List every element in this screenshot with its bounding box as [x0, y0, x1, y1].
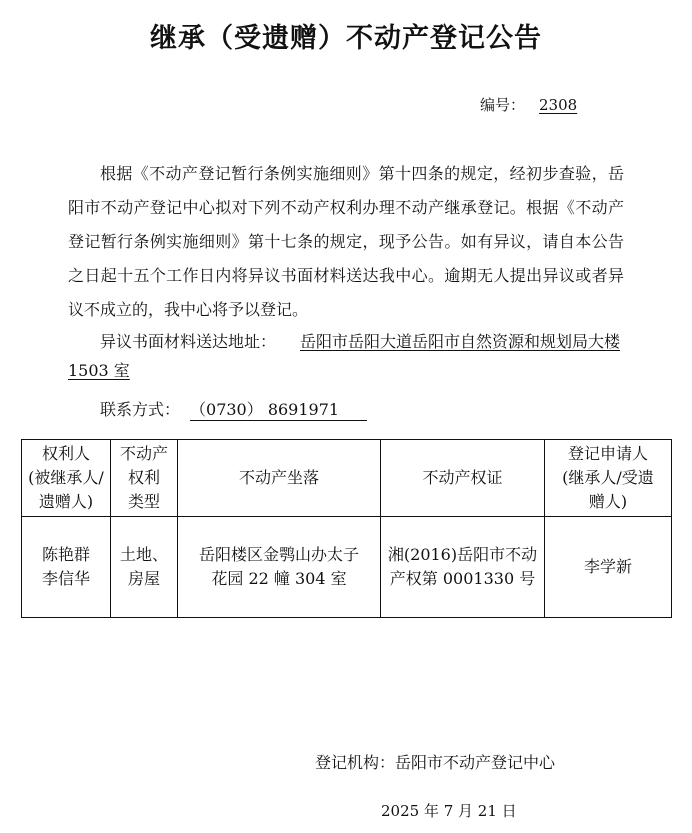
cell-text: 李信华	[41, 569, 90, 588]
document-number	[480, 94, 577, 115]
header-text: 类型	[127, 492, 160, 511]
header-text: 不动产	[119, 444, 168, 463]
cell-text: 产权第 0001330 号	[389, 569, 536, 588]
cell-applicant	[545, 517, 672, 618]
header-right-type	[111, 440, 178, 517]
cell-location	[178, 517, 381, 618]
header-holder	[22, 440, 111, 517]
header-text: 登记申请人	[567, 444, 648, 463]
header-certificate	[381, 440, 545, 517]
objection-address	[68, 327, 624, 385]
document-number-label: 编号：	[480, 96, 526, 114]
cell-text: 房屋	[127, 569, 160, 588]
header-applicant	[545, 440, 672, 517]
header-text: 权利人	[41, 444, 90, 463]
header-text: 遗赠人)	[38, 492, 94, 511]
table-row	[22, 517, 672, 618]
header-text: 赠人)	[588, 492, 628, 511]
cell-text: 湘(2016)岳阳市不动	[387, 545, 538, 564]
cell-holders	[22, 517, 111, 618]
document-number-value: 2308	[539, 96, 578, 114]
announcement-paragraph: 根据《不动产登记暂行条例实施细则》第十四条的规定，经初步查验，岳阳市不动产登记中心拟对下列不动产权利办理不动产继承登记。根据《不动产登记暂行条例实施细则》第十七条的规定，现予公告。如有异议，请自本公告之日起十五个工作日内将异议书面材料送达我中心。逾期无人提出异议或者异议不成立的，我中心将予以登记。	[68, 164, 624, 319]
authority-value: 岳阳市不动产登记中心	[395, 753, 556, 772]
authority-label: 登记机构：	[315, 753, 396, 772]
registration-table	[21, 439, 672, 618]
cell-text: 土地、	[119, 545, 168, 564]
objection-address-label: 异议书面材料送达地址：	[100, 332, 277, 351]
cell-text: 花园 22 幢 304 室	[211, 569, 347, 588]
registration-authority	[315, 750, 555, 773]
header-text: 不动产权证	[422, 468, 503, 487]
header-text: 权利	[127, 468, 160, 487]
cell-certificate	[381, 517, 545, 618]
header-location	[178, 440, 381, 517]
contact-value: （0730） 8691971	[190, 402, 367, 421]
contact-info	[100, 397, 367, 421]
header-text: (被继承人/	[28, 468, 104, 487]
cell-text: 李学新	[583, 557, 632, 576]
table-header-row	[22, 440, 672, 517]
cell-right-type	[111, 517, 178, 618]
objection-address-value: 岳阳市岳阳大道岳阳市自然资源和规划局大楼 1503 室	[68, 332, 621, 380]
cell-text: 陈艳群	[41, 545, 90, 564]
announcement-date: 2025 年 7 月 21 日	[381, 802, 517, 820]
contact-label: 联系方式：	[100, 400, 181, 419]
header-text: 不动产坐落	[238, 468, 319, 487]
cell-text: 岳阳楼区金鹗山办太子	[198, 545, 359, 564]
header-text: (继承人/受遗	[562, 468, 654, 487]
page-title: 继承（受遗赠）不动产登记公告	[150, 23, 542, 54]
